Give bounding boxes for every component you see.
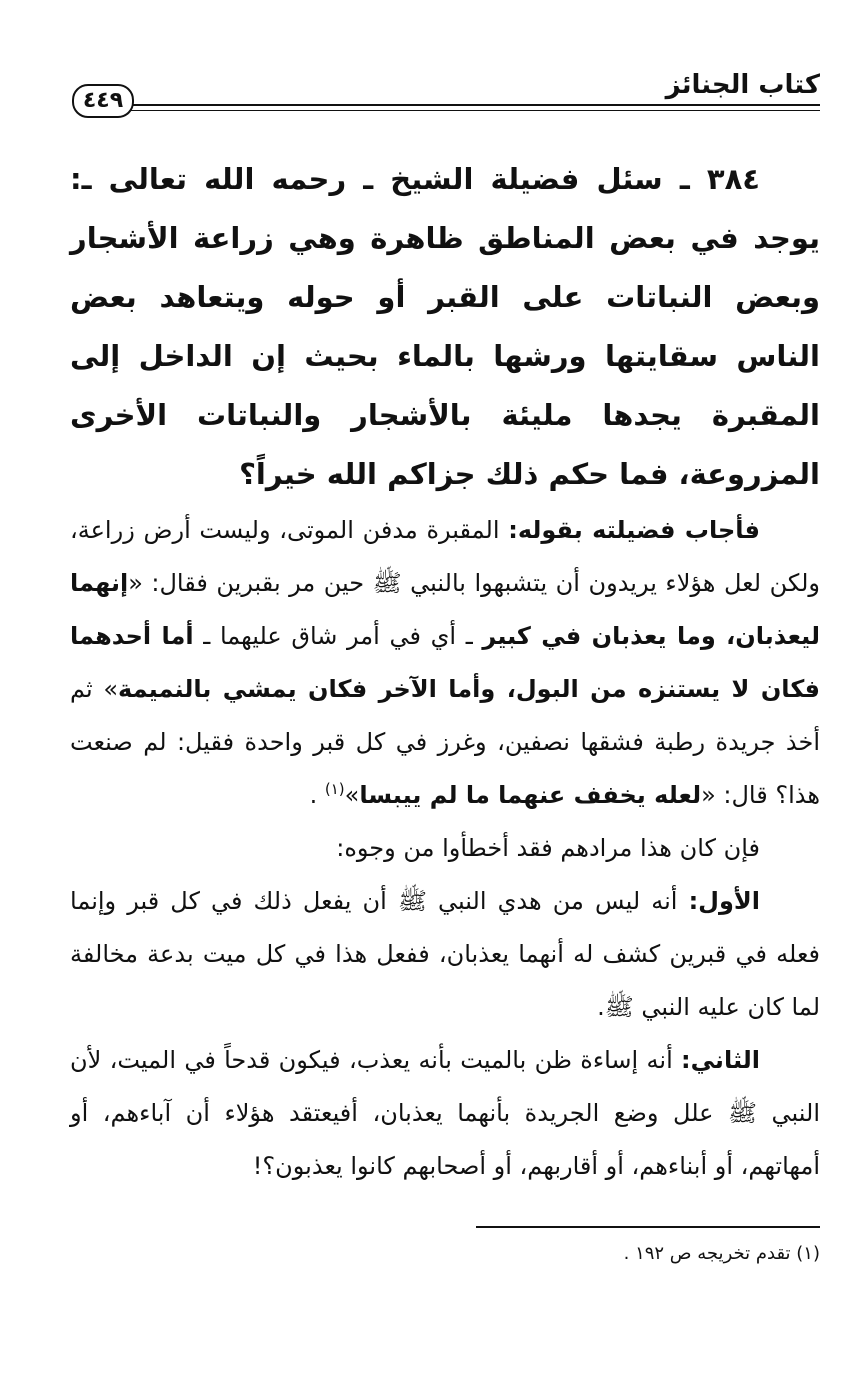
footnote-separator	[476, 1226, 820, 1228]
answer-paragraph	[70, 504, 820, 822]
second-point-label: الثاني:	[681, 1046, 760, 1074]
second-point-text: أنه إساءة ظن بالميت بأنه يعذب، فيكون قدحاً في الميت، لأن النبي ﷺ علل وضع الجريدة بأنهما يعذبان، أفيعتقد هؤلاء أن آباءهم، أو أمهاتهم، أو أبناءهم، أو أقاربهم، أو أصحابهم كانوا يعذبون؟!	[70, 1046, 820, 1180]
page-body	[70, 150, 820, 1193]
answer-lead: فأجاب فضيلته بقوله:	[508, 516, 760, 544]
question-number: ٣٨٤	[706, 162, 760, 196]
second-point-paragraph	[70, 1034, 820, 1193]
hadith-quote-3: لعله يخفف عنهما ما لم ييبسا	[359, 781, 702, 809]
running-title: كتاب الجنائز	[665, 70, 820, 100]
page-header	[72, 68, 820, 120]
footnote-reference: (١)	[324, 780, 345, 798]
first-point-text: أنه ليس من هدي النبي ﷺ أن يفعل ذلك في كل قبر وإنما فعله في قبرين كشف له أنهما يعذبان، ففعل هذا في كل ميت بدعة مخالفة لما كان عليه النبي ﷺ.	[70, 887, 820, 1021]
question-text: يوجد في بعض المناطق ظاهرة وهي زراعة الأشجار وبعض النباتات على القبر أو حوله ويتعاهد بعض الناس سقايتها ورشها بالماء بحيث إن الداخل إلى المقبرة يجدها مليئة بالأشجار والنباتات الأخرى المزروعة، فما حكم ذلك جزاكم الله خيراً؟	[70, 221, 820, 491]
header-rule	[128, 104, 820, 106]
first-point-paragraph	[70, 875, 820, 1034]
answer-text-1: المقبرة مدفن الموتى، وليست أرض زراعة، ولكن لعل هؤلاء يريدون أن يتشبهوا بالنبي ﷺ حين مر بقبرين فقال: «	[70, 516, 820, 597]
footnote: (١) تقدم تخريجه ص ١٩٢ .	[623, 1243, 820, 1264]
first-point-label: الأول:	[688, 887, 760, 915]
header-rule-thin	[128, 110, 820, 111]
answer-text-5: .	[309, 781, 318, 809]
question-intro: ـ سئل فضيلة الشيخ ـ رحمه الله تعالى ـ:	[70, 162, 690, 196]
page-number: ٤٤٩	[72, 84, 134, 118]
answer-text-4: »	[344, 781, 360, 809]
hadith-quote-1: إنهما ليعذبان، وما يعذبان في كبير	[70, 569, 820, 650]
question-paragraph	[70, 150, 820, 504]
answer-text-3: » ثم أخذ جريدة رطبة فشقها نصفين، وغرز في كل قبر واحدة فقيل: لم صنعت هذا؟ قال: «	[70, 675, 820, 809]
intro-paragraph: فإن كان هذا مرادهم فقد أخطأوا من وجوه:	[336, 834, 760, 862]
hadith-quote-2: أما أحدهما فكان لا يستنزه من البول، وأما الآخر فكان يمشي بالنميمة	[70, 622, 820, 703]
answer-text-2: ـ أي في أمر شاق عليهما ـ	[203, 622, 473, 650]
